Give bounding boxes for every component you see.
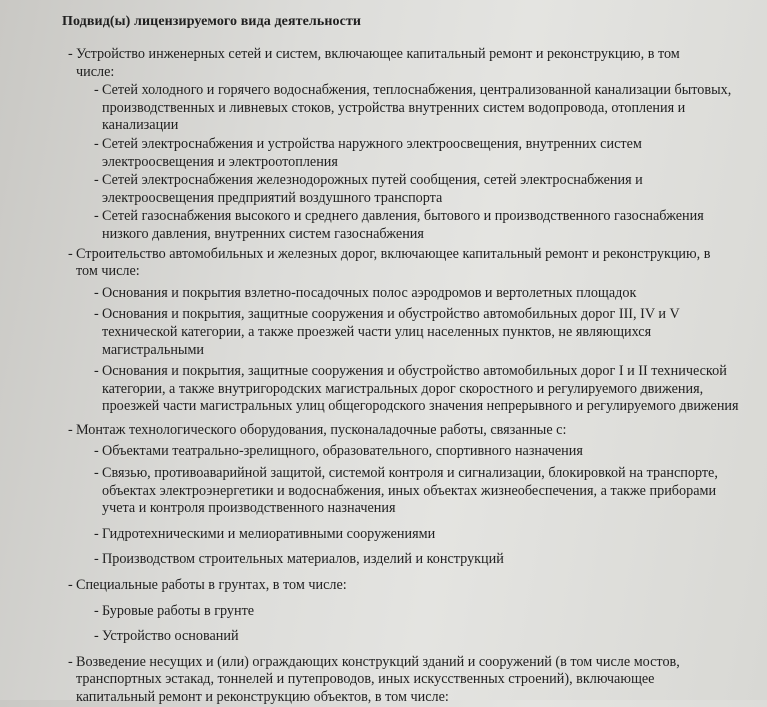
list-item: - Строительство автомобильных и железных дорог, включающее капитальный ремонт и реконструкцию, в том числе:	[76, 246, 716, 281]
list-item: - Производством строительных материалов, изделий и конструкций	[102, 551, 747, 569]
list-item: - Сетей газоснабжения высокого и среднего давления, бытового и производственного газоснабжения низкого давления, внутренних систем газоснабжения	[102, 208, 747, 243]
list-item: - Объектами театрально-зрелищного, образовательного, спортивного назначения	[102, 443, 747, 461]
list-item: - Основания и покрытия, защитные сооружения и обустройство автомобильных дорог III, IV и V технической категории, а также проезжей части улиц населенных пунктов, не являющихся магистральными	[102, 306, 747, 359]
list-item: - Сетей электроснабжения железнодорожных путей сообщения, сетей электроснабжения и электроосвещения предприятий воздушного транспорта	[102, 172, 747, 207]
list-item: - Буровые работы в грунте	[102, 603, 747, 621]
list-item: - Основания и покрытия взлетно-посадочных полос аэродромов и вертолетных площадок	[102, 285, 747, 303]
activity-list	[0, 44, 767, 707]
list-item: - Основания и покрытия, защитные сооружения и обустройство автомобильных дорог I и II технической категории, а также внутригородских магистральных дорог скоростного и регулируемого движения, проезжей части магистральных улиц общегородского значения непрерывного и регулируемого движения	[102, 363, 747, 416]
list-item: - Сетей электроснабжения и устройства наружного электроосвещения, внутренних систем электроосвещения и электроотопления	[102, 136, 747, 171]
list-item: - Монтаж технологического оборудования, пусконаладочные работы, связанные с:	[76, 422, 716, 440]
list-item: - Устройство инженерных сетей и систем, включающее капитальный ремонт и реконструкцию, в том числе:	[76, 46, 716, 81]
list-item: - Специальные работы в грунтах, в том числе:	[76, 577, 716, 595]
list-item: - Гидротехническими и мелиоративными сооружениями	[102, 526, 747, 544]
list-item: - Устройство оснований	[102, 628, 747, 646]
document-title: Подвид(ы) лицензируемого вида деятельности	[62, 14, 362, 29]
list-item: - Сетей холодного и горячего водоснабжения, теплоснабжения, централизованной канализации бытовых, производственных и ливневых стоков, устройства внутренних систем водопровода, отопления и канализации	[102, 82, 747, 135]
list-item: - Возведение несущих и (или) ограждающих конструкций зданий и сооружений (в том числе мостов, транспортных эстакад, тоннелей и путепроводов, иных искусственных строений), включающее капитальный ремонт и реконструкцию объектов, в том числе:	[76, 654, 716, 707]
list-item: - Связью, противоаварийной защитой, системой контроля и сигнализации, блокировкой на транспорте, объектах электроэнергетики и водоснабжения, иных объектах жизнеобеспечения, а также приборами учета и контроля производственного назначения	[102, 465, 747, 518]
